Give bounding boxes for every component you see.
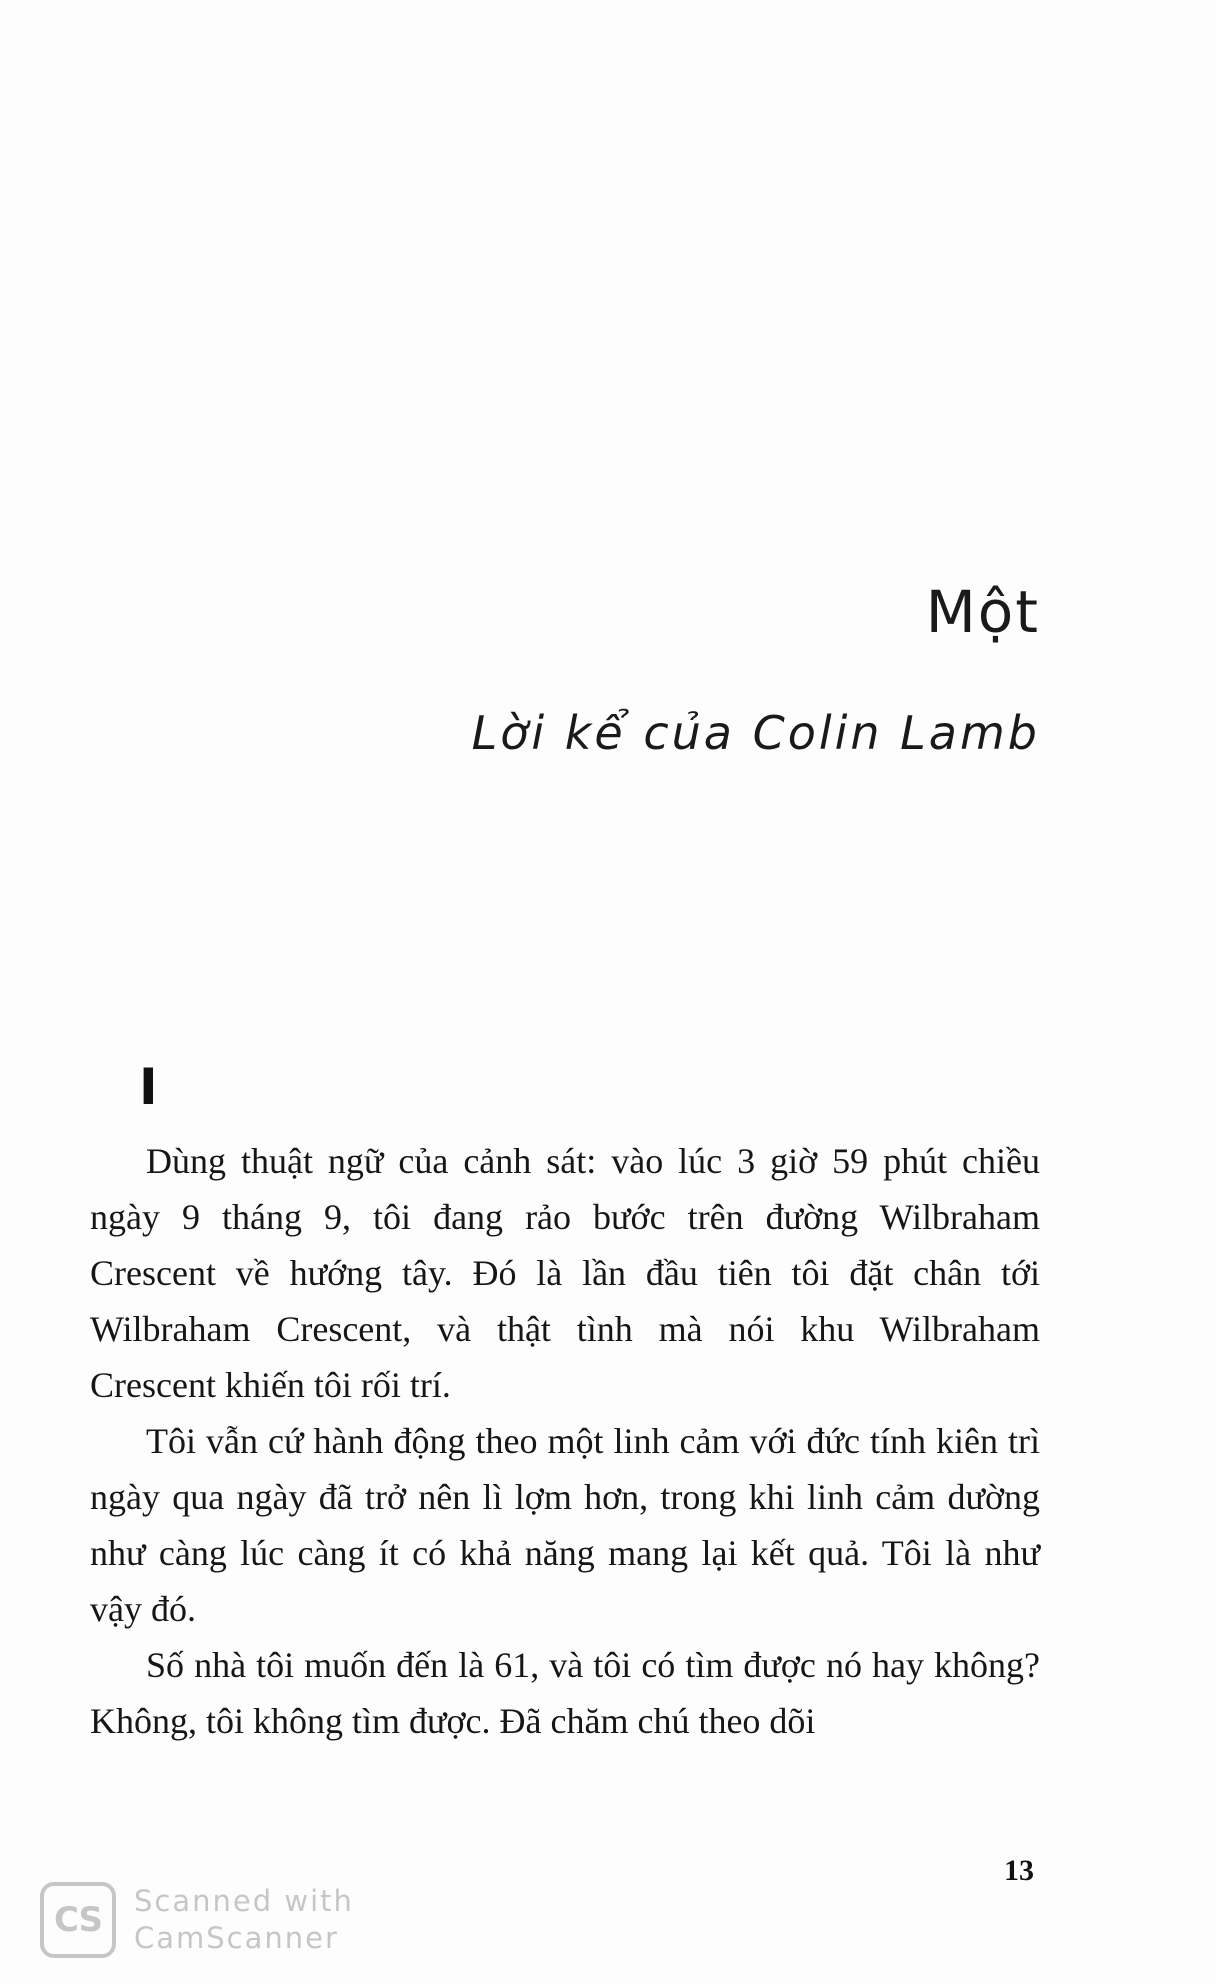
paragraph-1: Dùng thuật ngữ của cảnh sát: vào lúc 3 giờ 59 phút chiều ngày 9 tháng 9, tôi đang rảo bước trên đường Wilbraham Crescent về hướng tây. Đó là lần đầu tiên tôi đặt chân tới Wilbraham Crescent, và thật tình mà nói khu Wilbraham Crescent khiến tôi rối trí. [90,1141,1040,1405]
chapter-title: Một [925,578,1040,646]
paragraph-3: Số nhà tôi muốn đến là 61, và tôi có tìm được nó hay không? Không, tôi không tìm được. Đã chăm chú theo dõi [90,1645,1040,1741]
section-numeral: I [139,1058,158,1116]
chapter-subtitle: Lời kể của Colin Lamb [471,706,1040,760]
page-number: 13 [1004,1854,1034,1887]
watermark-text [134,1883,354,1957]
watermark-line-1: Scanned with [134,1884,354,1918]
camscanner-watermark [40,1882,354,1958]
camscanner-logo-icon: CS [40,1882,116,1958]
watermark-line-2: CamScanner [134,1921,339,1955]
body-text [90,1133,1040,1749]
paragraph-2: Tôi vẫn cứ hành động theo một linh cảm với đức tính kiên trì ngày qua ngày đã trở nên lì lợm hơn, trong khi linh cảm dường như càng lúc càng ít có khả năng mang lại kết quả. Tôi là như vậy đó. [90,1421,1040,1629]
